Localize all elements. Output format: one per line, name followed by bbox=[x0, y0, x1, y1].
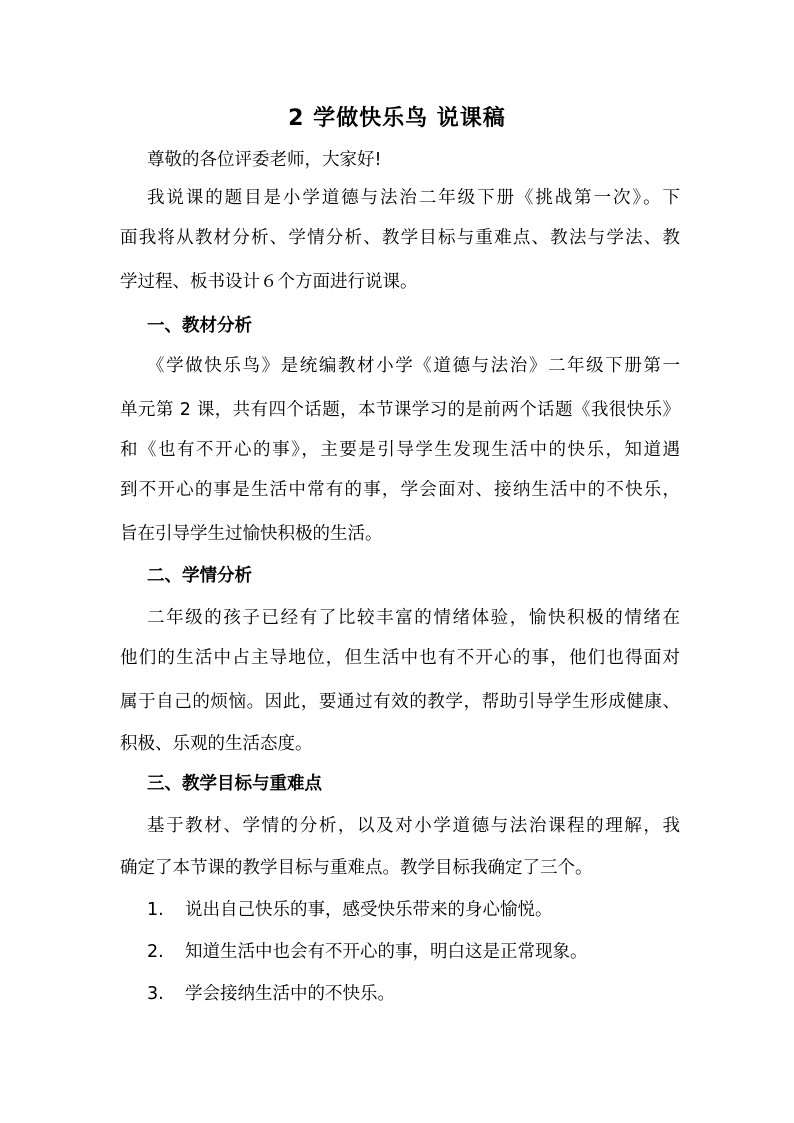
paragraph-line: 和《也有不开心的事》，主要是引导学生发现生活中的快乐，知道遇 bbox=[120, 440, 680, 460]
list-item bbox=[147, 940, 588, 964]
intro-line: 我说课的题目是小学道德与法治二年级下册《挑战第一次》。下 bbox=[147, 188, 680, 208]
paragraph-line: 二年级的孩子已经有了比较丰富的情绪体验，愉快积极的情绪在 bbox=[147, 608, 680, 628]
list-text: 知道生活中也会有不开心的事，明白这是正常现象。 bbox=[185, 942, 588, 962]
paragraph-line: 到不开心的事是生活中常有的事，学会面对、接纳生活中的不快乐， bbox=[120, 480, 680, 500]
list-text: 学会接纳生活中的不快乐。 bbox=[185, 984, 395, 1004]
list-item bbox=[147, 898, 553, 922]
list-number: 1. bbox=[147, 900, 164, 920]
paragraph-line: 积极、乐观的生活态度。 bbox=[120, 734, 313, 754]
intro-line: 面我将从教材分析、学情分析、教学目标与重难点、教法与学法、教 bbox=[120, 228, 680, 248]
section-heading: 二、学情分析 bbox=[147, 566, 252, 586]
paragraph-line: 单元第 2 课，共有四个话题，本节课学习的是前两个话题《我很快乐》 bbox=[120, 400, 680, 420]
page-title: 2 学做快乐鸟 说课稿 bbox=[288, 106, 506, 131]
paragraph-line: 旨在引导学生过愉快积极的生活。 bbox=[120, 524, 383, 544]
greeting: 尊敬的各位评委老师，大家好! bbox=[147, 150, 382, 170]
section-heading: 一、教材分析 bbox=[147, 316, 252, 336]
paragraph-line: 确定了本节课的教学目标与重难点。教学目标我确定了三个。 bbox=[120, 858, 593, 878]
list-number: 3. bbox=[147, 984, 164, 1004]
paragraph-line: 基于教材、学情的分析，以及对小学道德与法治课程的理解，我 bbox=[147, 816, 680, 836]
list-item bbox=[147, 982, 395, 1006]
paragraph-line: 他们的生活中占主导地位，但生活中也有不开心的事，他们也得面对 bbox=[120, 648, 680, 668]
paragraph-line: 《学做快乐鸟》是统编教材小学《道德与法治》二年级下册第一 bbox=[147, 356, 680, 376]
list-number: 2. bbox=[147, 942, 164, 962]
intro-line: 学过程、板书设计６个方面进行说课。 bbox=[120, 272, 418, 292]
paragraph-line: 属于自己的烦恼。因此，要通过有效的教学，帮助引导学生形成健康、 bbox=[120, 692, 680, 712]
list-text: 说出自己快乐的事，感受快乐带来的身心愉悦。 bbox=[185, 900, 553, 920]
section-heading: 三、教学目标与重难点 bbox=[147, 774, 322, 794]
